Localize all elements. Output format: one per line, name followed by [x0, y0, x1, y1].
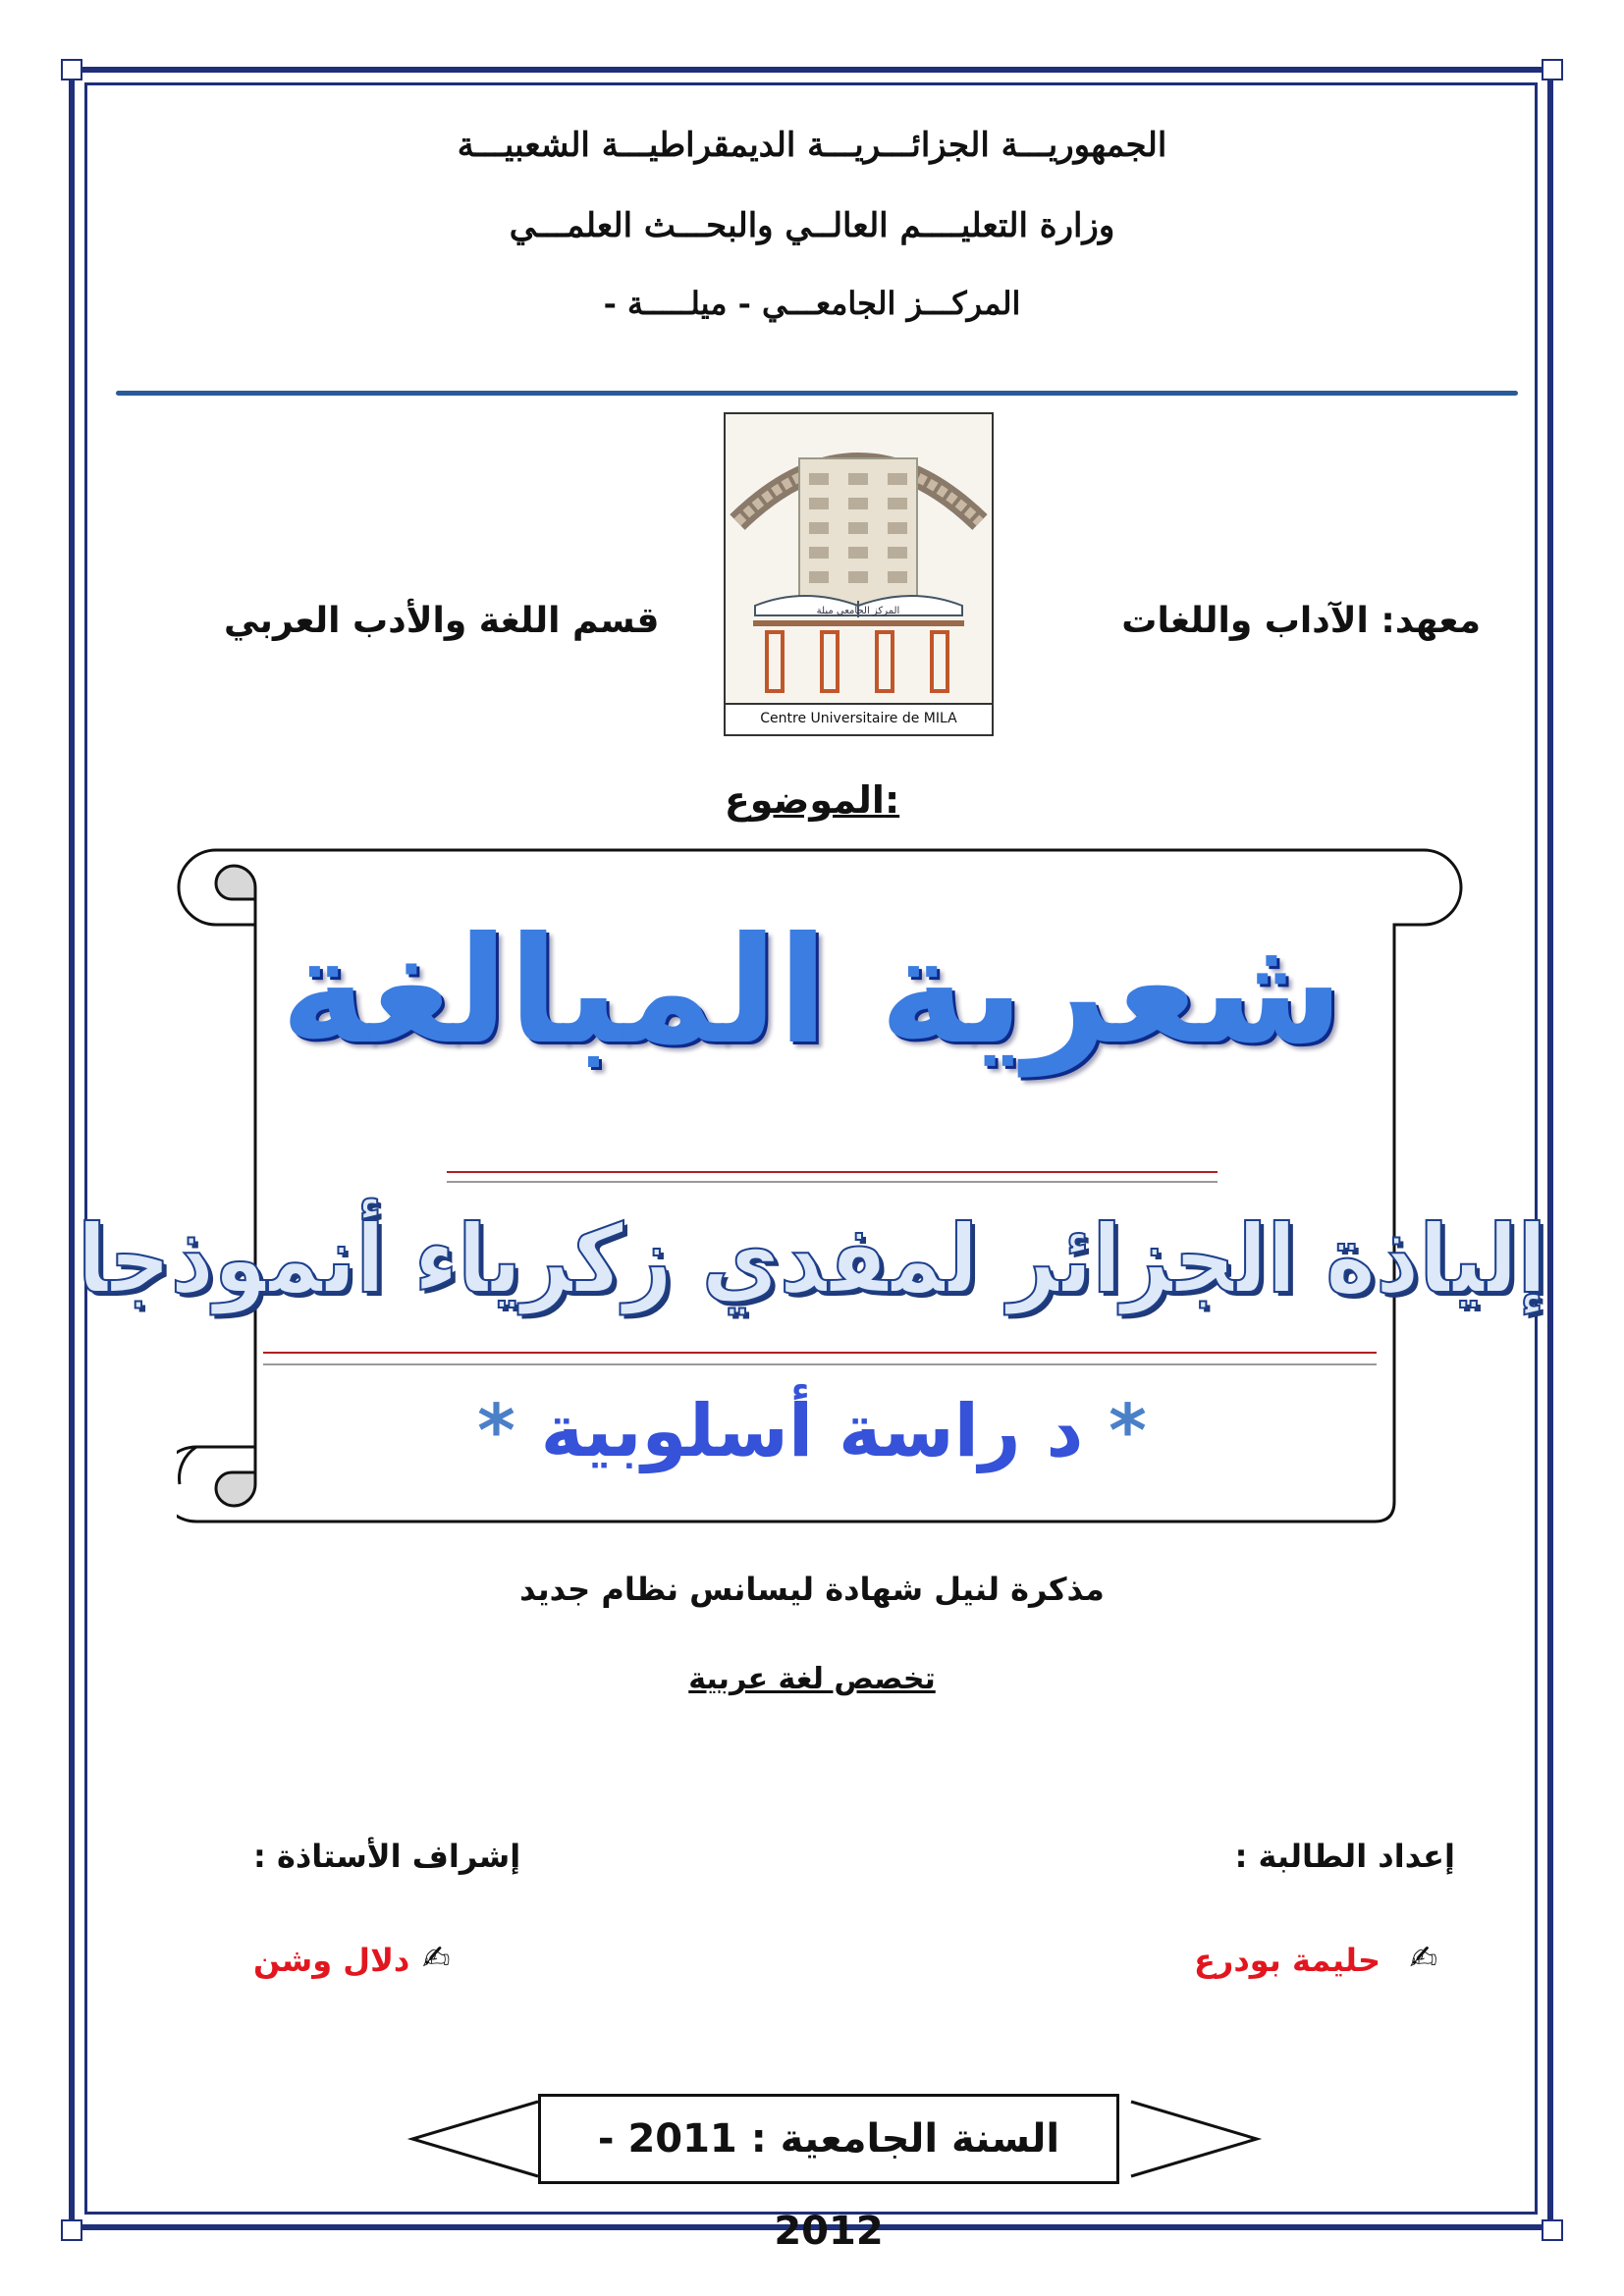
subtitle-underline: [263, 1352, 1377, 1354]
supervised-by-label: إشراف الأستاذة :: [253, 1838, 521, 1875]
academic-year-box: [538, 2094, 1119, 2254]
subject-label: الموضوع:: [724, 778, 900, 822]
logo-building-icon: [726, 414, 992, 705]
title-underline: [447, 1171, 1218, 1173]
study-type-text: د راسة أسلوبية: [540, 1389, 1084, 1473]
logo-caption: Centre Universitaire de MILA: [726, 703, 992, 734]
institute-name: معهد: الآداب واللغات: [1121, 601, 1481, 641]
specialty-row: [0, 1662, 1624, 1696]
border-corner: [1542, 59, 1563, 80]
study-type: [0, 1389, 1624, 1473]
pen-writing-icon: ✍: [422, 1939, 451, 1978]
pen-writing-icon: ✍: [1409, 1939, 1437, 1978]
border-corner: [61, 59, 82, 80]
department-name: قسم اللغة والأدب العربي: [224, 601, 660, 641]
logo-arabic-caption: المركز الجامعي ميلة: [816, 606, 900, 616]
academic-year: السنة الجامعية : 2011 - 2012: [597, 2116, 1060, 2254]
subject-label-row: [0, 778, 1624, 822]
header-center: المركـــز الجامعـــي - ميلـــــة -: [603, 285, 1021, 322]
thesis-subtitle: إلياذة الجزائر لمفدي زكرياء أنموذجا: [77, 1204, 1547, 1314]
student-name: حليمة بودرع: [1194, 1942, 1380, 1979]
header-divider: [116, 391, 1518, 396]
degree-statement: مذكرة لنيل شهادة ليسانس نظام جديد: [519, 1571, 1105, 1608]
prepared-by-label: إعداد الطالبة :: [1234, 1838, 1455, 1875]
header-republic: الجمهوريـــة الجزائـــريـــة الديمقراطيـــة الشعبيـــة: [457, 126, 1167, 165]
subtitle-underline: [263, 1363, 1377, 1365]
border-corner: [61, 2219, 82, 2241]
title-underline: [447, 1181, 1218, 1183]
header-ministry: وزارة التعليــــم العالــي والبحـــث العلمـــي: [509, 206, 1115, 245]
specialty: تخصص لغة عربية: [688, 1662, 936, 1696]
border-corner: [1542, 2219, 1563, 2241]
university-logo: [724, 412, 994, 736]
thesis-main-title: شعرية المبالغة: [280, 906, 1344, 1077]
asterisk: *: [1109, 1389, 1147, 1473]
asterisk: *: [477, 1389, 515, 1473]
supervisor-name: دلال وشن: [253, 1942, 410, 1979]
